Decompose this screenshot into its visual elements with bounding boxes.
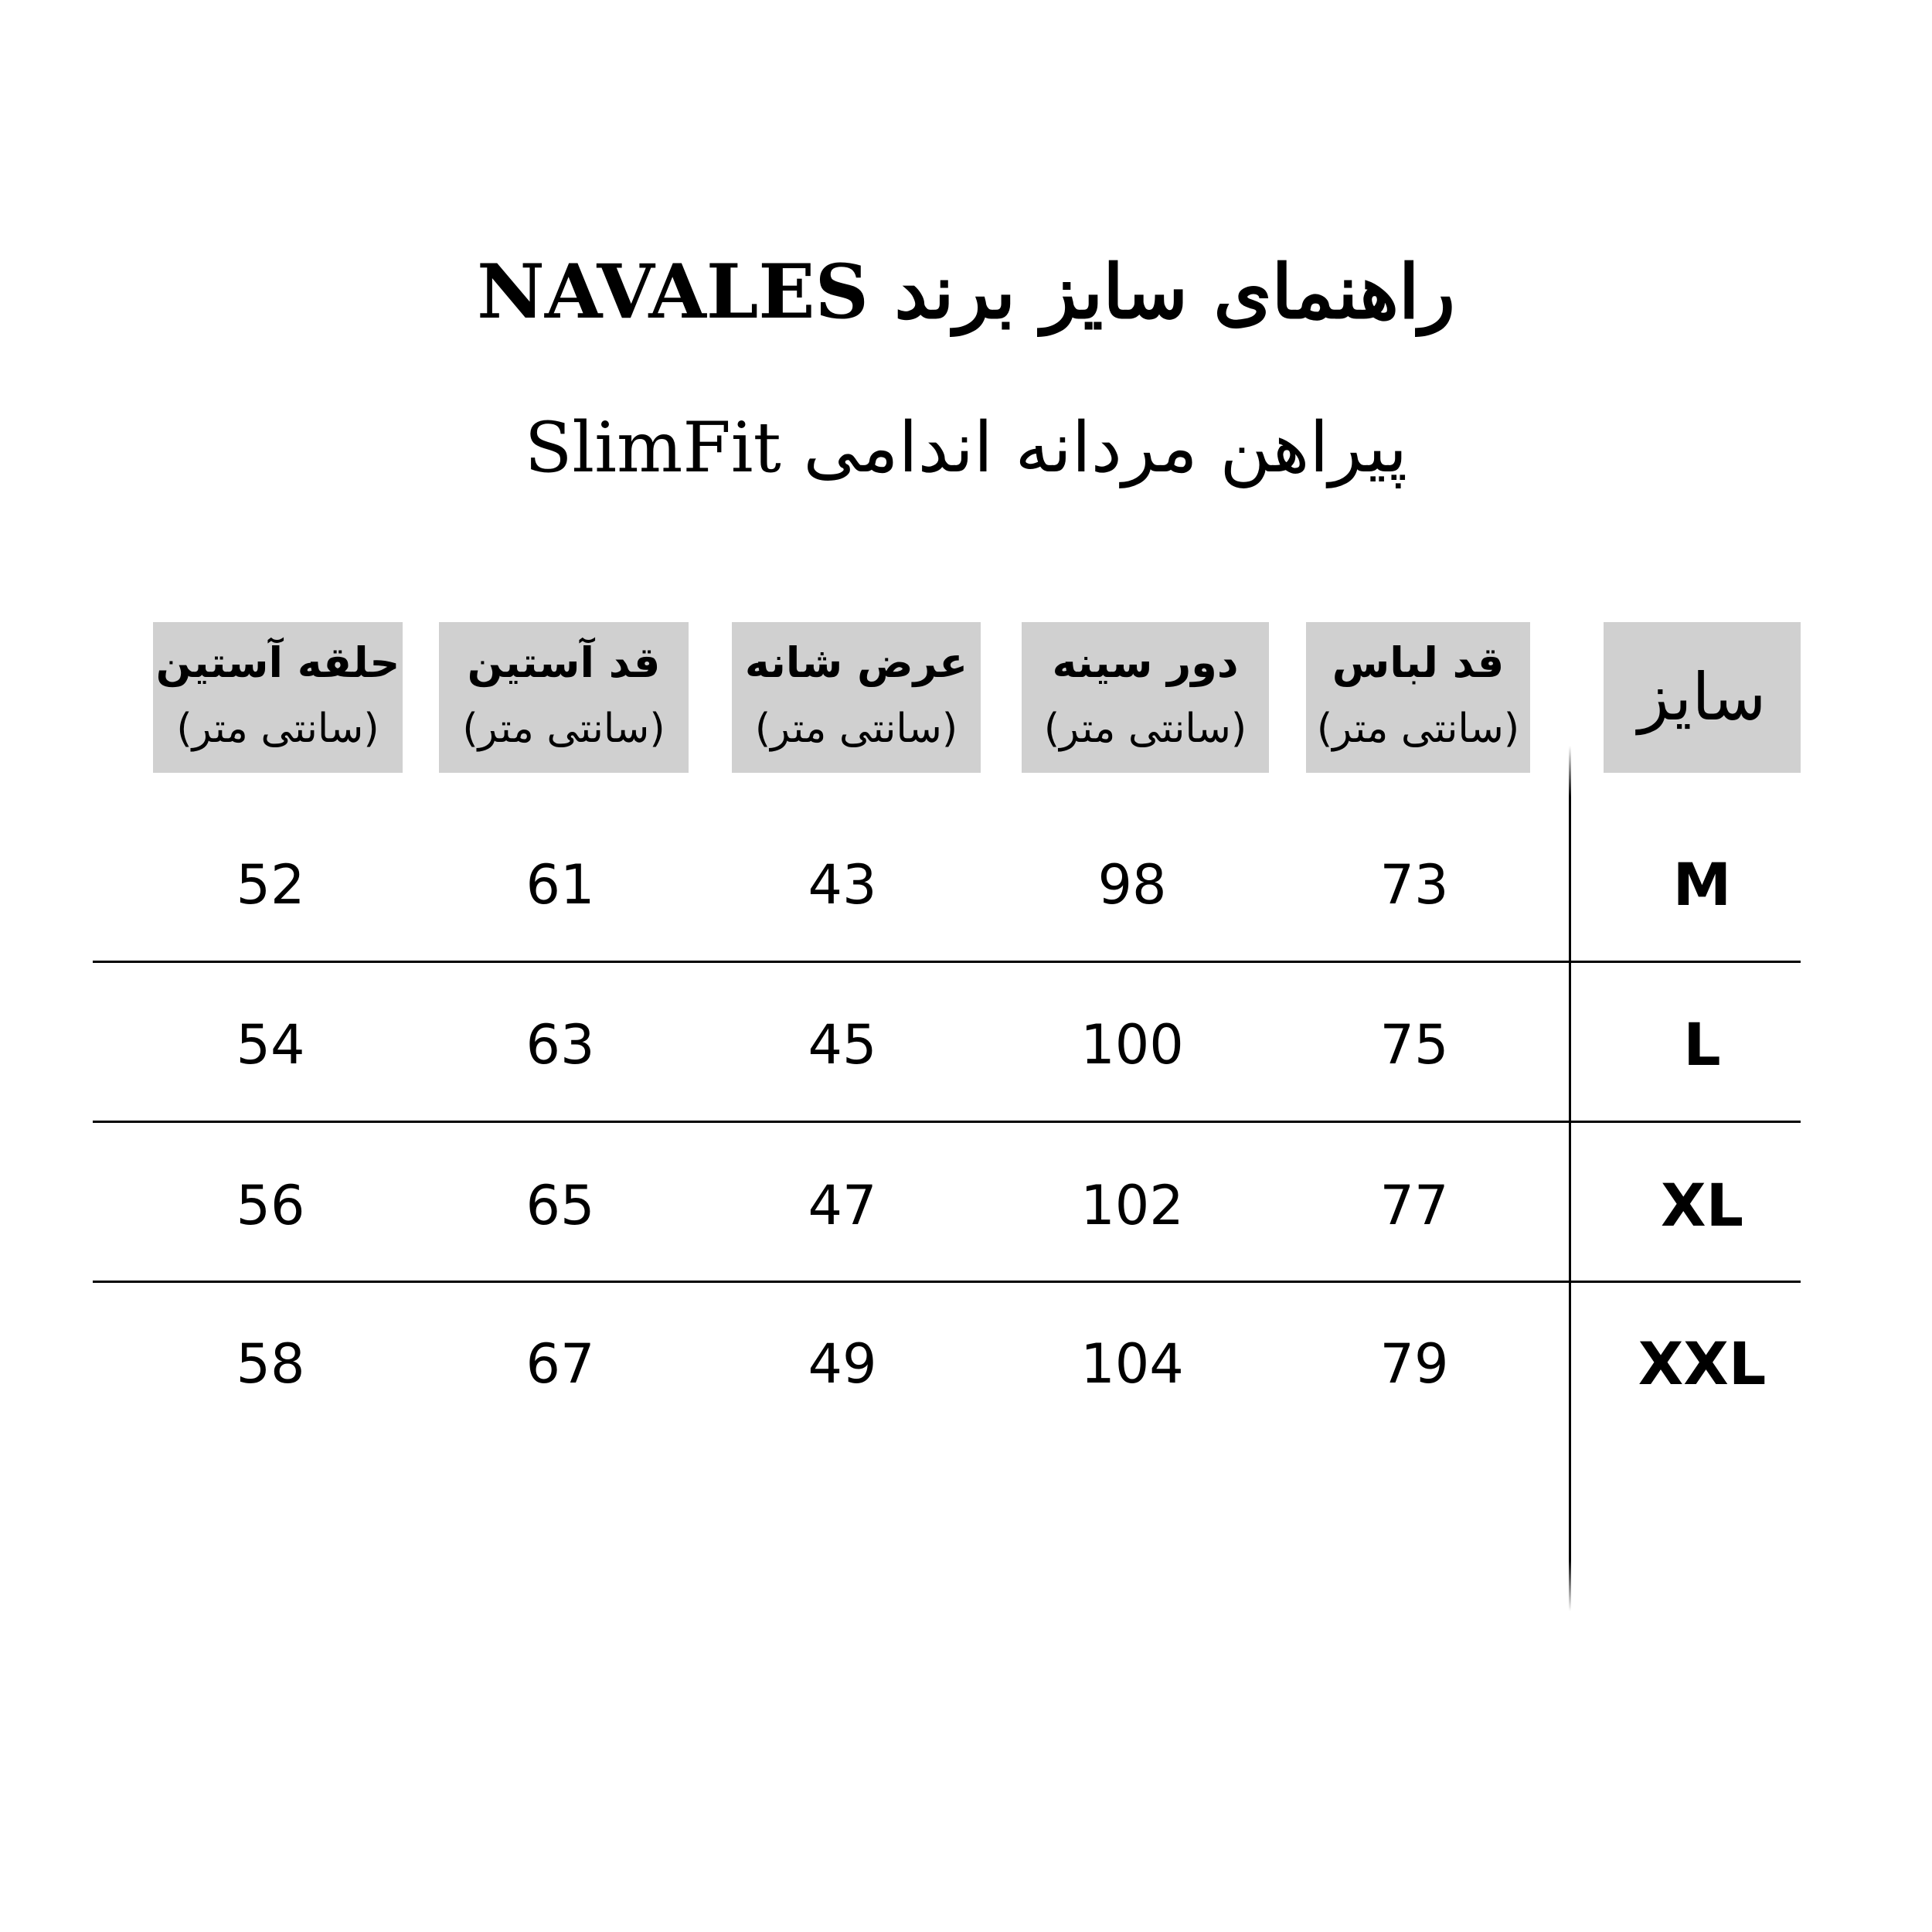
column-header-armhole: [153, 622, 403, 773]
value-cell: 54: [236, 1013, 305, 1077]
value-cell: 63: [526, 1013, 595, 1077]
value-cell: 65: [526, 1174, 595, 1237]
value-cell: 43: [808, 853, 877, 917]
value-cell: 61: [526, 853, 595, 917]
value-cell: 56: [236, 1174, 305, 1237]
value-cell: 58: [236, 1332, 305, 1396]
row-divider: [93, 1281, 1801, 1283]
column-header-label: عرض شانه: [744, 638, 968, 687]
column-header-length: [1306, 622, 1530, 773]
row-divider: [93, 1121, 1801, 1123]
value-cell: 79: [1379, 1332, 1449, 1396]
column-header-unit: (سانتی متر): [462, 706, 665, 752]
column-header-label: دور سینه: [1052, 638, 1239, 687]
column-header-label: قد آستین: [467, 638, 661, 687]
size-column-header: سایز: [1604, 622, 1801, 773]
column-header-chest: [1022, 622, 1269, 773]
column-header-unit: (سانتی متر): [176, 706, 379, 752]
table-row: [0, 827, 1932, 943]
column-header-label: حلقه آستین: [155, 638, 400, 687]
column-header-unit: (سانتی متر): [1043, 706, 1247, 752]
size-cell: L: [1683, 1010, 1721, 1079]
column-header-label: قد لباس: [1332, 638, 1505, 687]
size-cell: XXL: [1638, 1329, 1767, 1398]
page-title: راهنمای سایز برند NAVALES: [477, 248, 1455, 335]
column-header-unit: (سانتی متر): [754, 706, 958, 752]
value-cell: 98: [1097, 853, 1167, 917]
value-cell: 104: [1080, 1332, 1184, 1396]
value-cell: 47: [808, 1174, 877, 1237]
value-cell: 52: [236, 853, 305, 917]
value-cell: 100: [1080, 1013, 1184, 1077]
value-cell: 73: [1379, 853, 1449, 917]
value-cell: 102: [1080, 1174, 1184, 1237]
table-row: [0, 1148, 1932, 1264]
size-cell: M: [1672, 850, 1732, 919]
value-cell: 45: [808, 1013, 877, 1077]
value-cell: 67: [526, 1332, 595, 1396]
size-cell: XL: [1660, 1171, 1744, 1240]
page-subtitle: پیراهن مردانه اندامی SlimFit: [524, 407, 1408, 488]
table-row: [0, 1306, 1932, 1422]
value-cell: 75: [1379, 1013, 1449, 1077]
row-divider: [93, 961, 1801, 963]
column-header-shoulder: [732, 622, 981, 773]
table-row: [0, 987, 1932, 1103]
column-header-unit: (سانتی متر): [1316, 706, 1520, 752]
value-cell: 77: [1379, 1174, 1449, 1237]
value-cell: 49: [808, 1332, 877, 1396]
column-header-sleeve-length: [439, 622, 689, 773]
